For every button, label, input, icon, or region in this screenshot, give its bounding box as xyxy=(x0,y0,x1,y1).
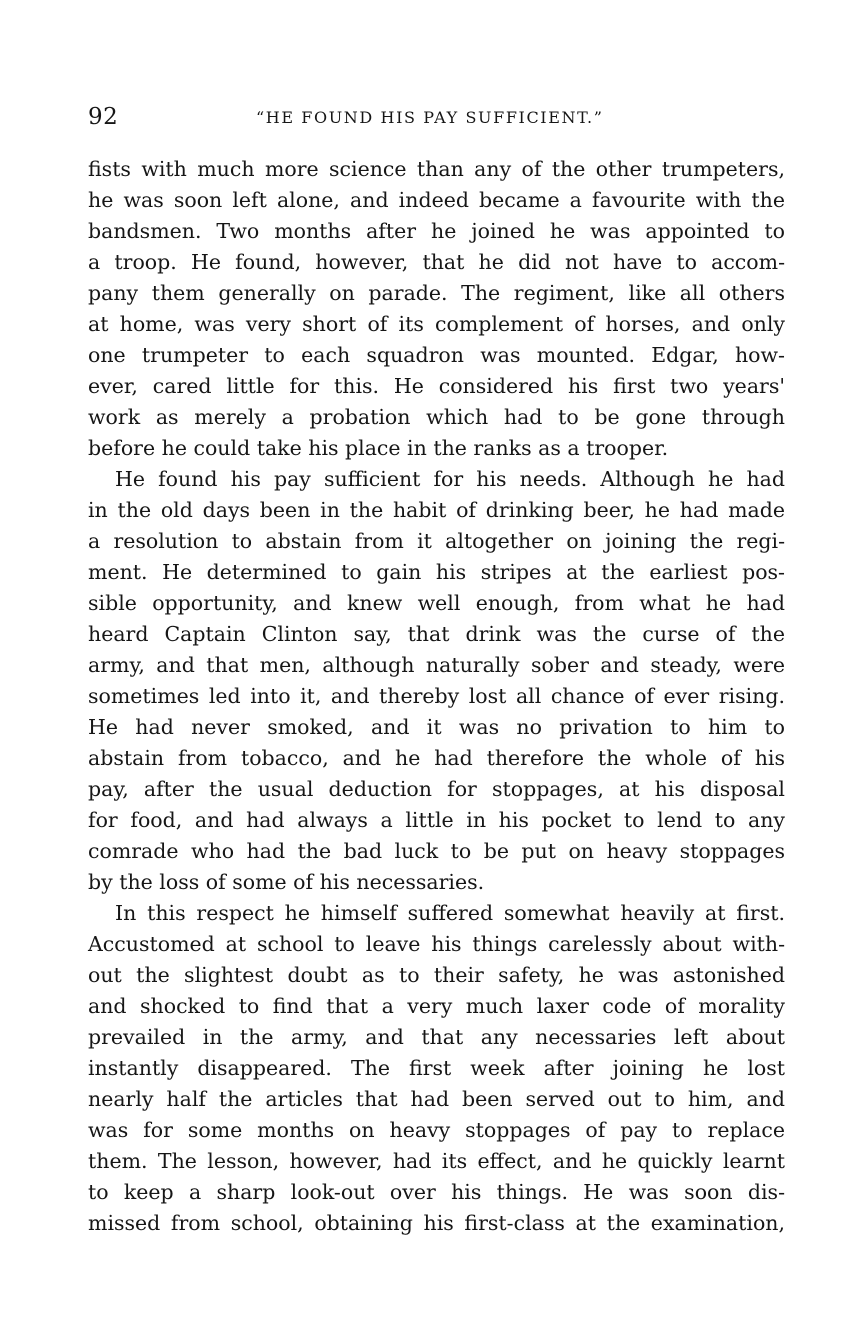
text-line: ment. He determined to gain his stripes at the earliest pos- xyxy=(88,560,785,584)
text-line: instantly disappeared. The first week after joining he lost xyxy=(88,1056,785,1080)
text-line: was for some months on heavy stoppages of pay to replace xyxy=(88,1118,785,1142)
text-line: he was soon left alone, and indeed became a favourite with the xyxy=(88,188,785,212)
body-text xyxy=(88,154,785,1239)
text-line: fists with much more science than any of the other trumpeters, xyxy=(88,157,785,181)
text-line: He had never smoked, and it was no privation to him to xyxy=(88,715,785,739)
text-line: ever, cared little for this. He considered his first two years' xyxy=(88,374,785,398)
text-line: to keep a sharp look-out over his things. He was soon dis- xyxy=(88,1180,785,1204)
text-line: prevailed in the army, and that any necessaries left about xyxy=(88,1025,785,1049)
text-line: sible opportunity, and knew well enough, from what he had xyxy=(88,591,785,615)
text-line: one trumpeter to each squadron was mounted. Edgar, how- xyxy=(88,343,785,367)
text-line: nearly half the articles that had been served out to him, and xyxy=(88,1087,785,1111)
text-line: heard Captain Clinton say, that drink was the curse of the xyxy=(88,622,785,646)
text-line: abstain from tobacco, and he had therefore the whole of his xyxy=(88,746,785,770)
running-header xyxy=(88,104,785,134)
text-line: Accustomed at school to leave his things carelessly about with- xyxy=(88,932,785,956)
text-line: bandsmen. Two months after he joined he was appointed to xyxy=(88,219,785,243)
running-title: “HE FOUND HIS PAY SUFFICIENT.” xyxy=(256,108,604,127)
text-line: at home, was very short of its complement of horses, and only xyxy=(88,312,785,336)
text-line: sometimes led into it, and thereby lost all chance of ever rising. xyxy=(88,684,785,708)
text-line: comrade who had the bad luck to be put on heavy stoppages xyxy=(88,839,785,863)
text-line: pay, after the usual deduction for stoppages, at his disposal xyxy=(88,777,785,801)
text-line: and shocked to find that a very much laxer code of morality xyxy=(88,994,785,1018)
text-line: He found his pay sufficient for his needs. Although he had xyxy=(115,467,785,491)
text-line: before he could take his place in the ranks as a trooper. xyxy=(88,436,669,460)
text-line: for food, and had always a little in his pocket to lend to any xyxy=(88,808,785,832)
text-line: by the loss of some of his necessaries. xyxy=(88,870,485,894)
text-line: out the slightest doubt as to their safety, he was astonished xyxy=(88,963,785,987)
text-line: In this respect he himself suffered somewhat heavily at first. xyxy=(115,901,785,925)
text-line: army, and that men, although naturally sober and steady, were xyxy=(88,653,785,677)
text-line: missed from school, obtaining his first-class at the examination, xyxy=(88,1211,785,1235)
paragraph xyxy=(88,464,785,898)
paragraph xyxy=(88,154,785,464)
text-line: a troop. He found, however, that he did not have to accom- xyxy=(88,250,785,274)
paragraph xyxy=(88,898,785,1239)
text-line: a resolution to abstain from it altogether on joining the regi- xyxy=(88,529,785,553)
text-line: in the old days been in the habit of drinking beer, he had made xyxy=(88,498,785,522)
text-line: them. The lesson, however, had its effect, and he quickly learnt xyxy=(88,1149,785,1173)
text-line: pany them generally on parade. The regiment, like all others xyxy=(88,281,785,305)
text-line: work as merely a probation which had to be gone through xyxy=(88,405,785,429)
page-number: 92 xyxy=(88,104,119,130)
